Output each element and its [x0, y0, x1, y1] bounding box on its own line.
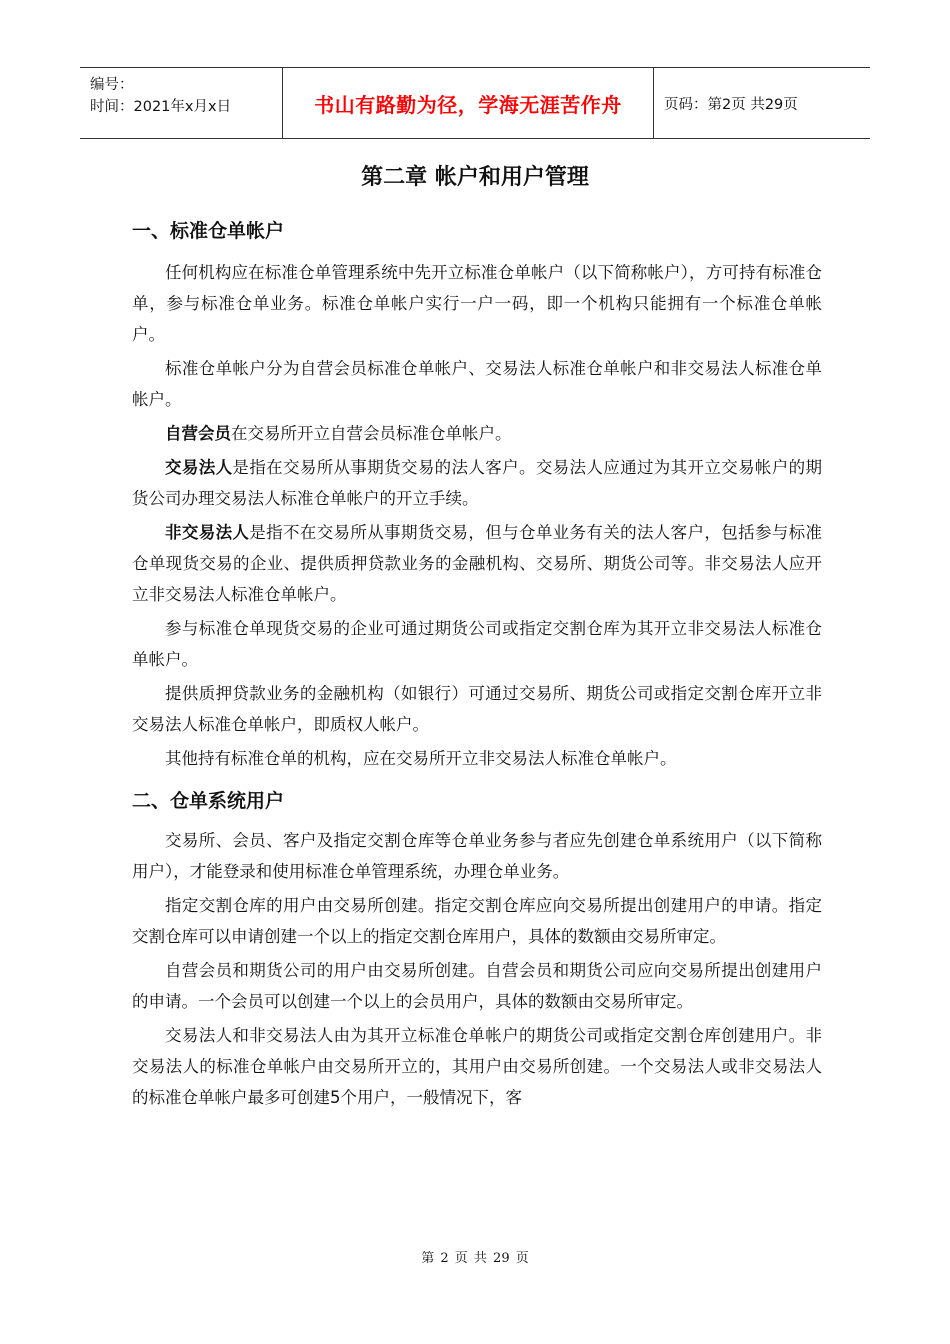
paragraph-text: 是指在交易所从事期货交易的法人客户。交易法人应通过为其开立交易帐户的期货公司办理交易法人标准仓单帐户的开立手续。: [132, 458, 823, 508]
header-meta: [80, 68, 282, 138]
document-time: 时间：2021年x月x日: [90, 99, 232, 115]
paragraph: [132, 517, 822, 610]
term-trading-entity: 交易法人: [165, 458, 233, 477]
paragraph-text: 在交易所开立自营会员标准仓单帐户。: [231, 424, 512, 443]
paragraph: [132, 452, 822, 514]
section-body-accounts: [132, 257, 822, 774]
paragraph: 任何机构应在标准仓单管理系统中先开立标准仓单帐户（以下简称帐户），方可持有标准仓单，参与标准仓单业务。标准仓单帐户实行一户一码，即一个机构只能拥有一个标准仓单帐户。: [132, 263, 822, 344]
chapter-title: 第二章 帐户和用户管理: [361, 165, 589, 190]
header-page-info: 页码：第2页 共29页: [664, 96, 798, 113]
paragraph: [132, 418, 822, 449]
paragraph: 交易法人和非交易法人由为其开立标准仓单帐户的期货公司或指定交割仓库创建用户。非交易法人的标准仓单帐户由交易所开立的，其用户由交易所创建。一个交易法人或非交易法人的标准仓单帐户最多可创建5个用户，一般情况下，客: [132, 1026, 822, 1107]
paragraph-text: 是指不在交易所从事期货交易，但与仓单业务有关的法人客户，包括参与标准仓单现货交易的企业、提供质押贷款业务的金融机构、交易所、期货公司等。非交易法人应开立非交易法人标准仓单帐户。: [132, 523, 823, 604]
section-body-users: [132, 825, 822, 1113]
document-number-label: 编号：: [90, 77, 134, 93]
paragraph: 指定交割仓库的用户由交易所创建。指定交割仓库应向交易所提出创建用户的申请。指定交割仓库可以申请创建一个以上的指定交割仓库用户，具体的数额由交易所审定。: [132, 896, 822, 946]
paragraph: 提供质押贷款业务的金融机构（如银行）可通过交易所、期货公司或指定交割仓库开立非交易法人标准仓单帐户，即质权人帐户。: [132, 684, 822, 734]
paragraph: 标准仓单帐户分为自营会员标准仓单帐户、交易法人标准仓单帐户和非交易法人标准仓单帐户。: [132, 359, 822, 409]
term-self-member: 自营会员: [165, 424, 231, 443]
header-motto: 书山有路勤为径，学海无涯苦作舟: [282, 68, 654, 138]
term-non-trading-entity: 非交易法人: [165, 523, 250, 542]
page-header: [80, 67, 870, 139]
paragraph: 其他持有标准仓单的机构，应在交易所开立非交易法人标准仓单帐户。: [165, 749, 677, 768]
paragraph: 参与标准仓单现货交易的企业可通过期货公司或指定交割仓库为其开立非交易法人标准仓单帐户。: [132, 619, 822, 669]
paragraph: 交易所、会员、客户及指定交割仓库等仓单业务参与者应先创建仓单系统用户（以下简称用户），才能登录和使用标准仓单管理系统，办理仓单业务。: [132, 831, 822, 881]
section-heading-accounts: 一、标准仓单帐户: [132, 220, 285, 242]
paragraph: 自营会员和期货公司的用户由交易所创建。自营会员和期货公司应向交易所提出创建用户的申请。一个会员可以创建一个以上的会员用户，具体的数额由交易所审定。: [132, 961, 822, 1011]
section-heading-users: 二、仓单系统用户: [132, 790, 285, 812]
page-footer: 第 2 页 共 29 页: [421, 1251, 529, 1266]
